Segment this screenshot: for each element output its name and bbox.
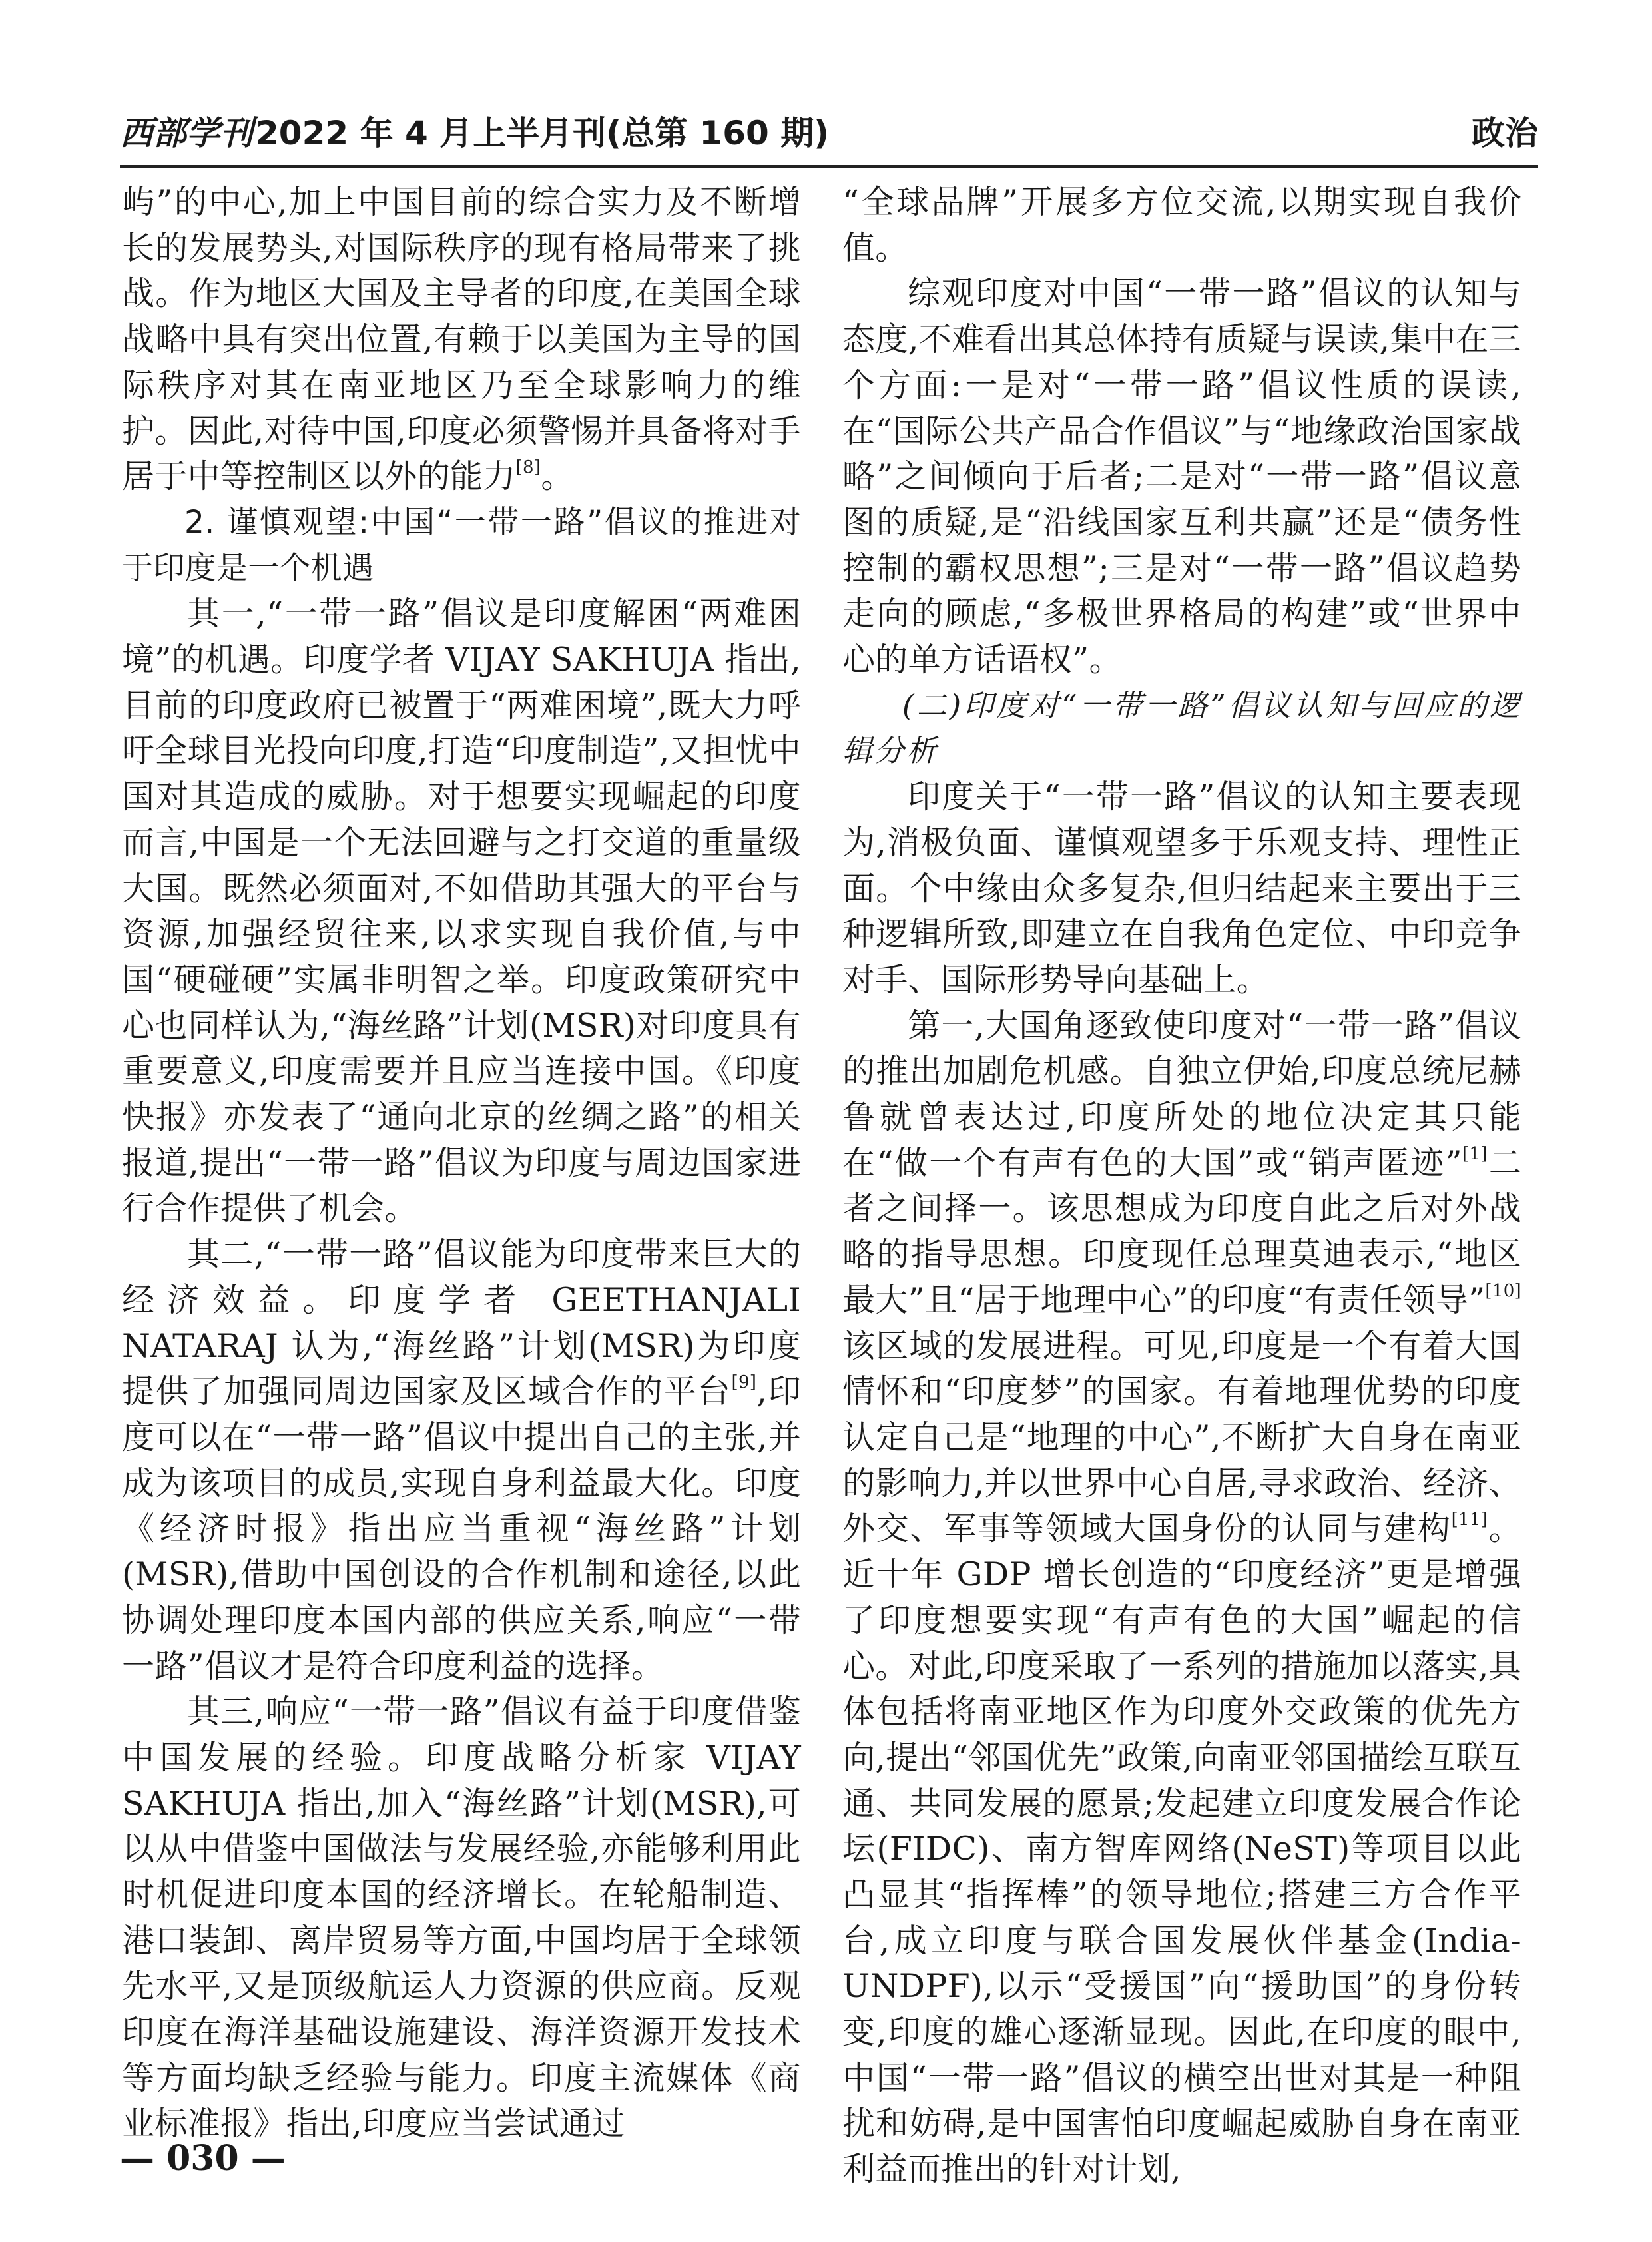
- paragraph: 其一,“一带一路”倡议是印度解困“两难困境”的机遇。印度学者 VIJAY SAKHUJA 指出,目前的印度政府已被置于“两难困境”,既大力呼吁全球目光投向印度,打造“印度制造”,又担忧中国对其造成的威胁。对于想要实现崛起的印度而言,中国是一个无法回避与之打交道的重量级大国。既然必须面对,不如借助其强大的平台与资源,加强经贸往来,以求实现自我价值,与中国“硬碰硬”实属非明智之举。印度政策研究中心也同样认为,“海丝路”计划(MSR)对印度具有重要意义,印度需要并且应当连接中国。《印度快报》亦发表了“通向北京的丝绸之路”的相关报道,提出“一带一路”倡议为印度与周边国家进行合作提供了机会。: [122, 595, 801, 1228]
- paragraph-text: 屿”的中心,加上中国目前的综合实力及不断增长的发展势头,对国际秩序的现有格局带来了挑战。作为地区大国及主导者的印度,在美国全球战略中具有突出位置,有赖于以美国为主导的国际秩序对其在南亚地区乃至全球影响力的维护。因此,对待中国,印度必须警惕并具备将对手居于中等控制区以外的能力: [122, 183, 801, 496]
- paragraph: [842, 1003, 1521, 2193]
- section-heading: (二)印度对“一带一路”倡议认知与回应的逻辑分析: [842, 687, 1521, 769]
- paragraph: 印度关于“一带一路”倡议的认知主要表现为,消极负面、谨慎观望多于乐观支持、理性正面。个中缘由众多复杂,但归结起来主要出于三种逻辑所致,即建立在自我角色定位、中印竞争对手、国际形势导向基础上。: [842, 778, 1521, 999]
- paragraph: “全球品牌”开展多方位交流,以期实现自我价值。: [842, 183, 1521, 267]
- header-journal-issue: [120, 113, 829, 153]
- paragraph-text: 其二,“一带一路”倡议能为印度带来巨大的经济效益。印度学者 GEETHANJALI NATARAJ 认为,“海丝路”计划(MSR)为印度提供了加强同周边国家及区域合作的平台: [122, 1235, 801, 1411]
- left-column: [122, 180, 801, 2147]
- journal-logo-text: 西部学刊: [120, 113, 253, 152]
- paragraph-text: 第一,大国角逐致使印度对“一带一路”倡议的推出加剧危机感。自独立伊始,印度总统尼赫鲁就曾表达过,印度所处的地位决定其只能在“做一个有声有色的大国”或“销声匿迹”: [842, 1006, 1521, 1182]
- paragraph-text: 。近十年 GDP 增长创造的“印度经济”更是增强了印度想要实现“有声有色的大国”崛起的信心。对此,印度采取了一系列的措施加以落实,具体包括将南亚地区作为印度外交政策的优先方向,提出“邻国优先”政策,向南亚邻国描绘互联互通、共同发展的愿景;发起建立印度发展合作论坛(FIDC)、南方智库网络(NeST)等项目以此凸显其“指挥棒”的领导地位;搭建三方合作平台,成立印度与联合国发展伙伴基金(India-UNDPF),以示“受援国”向“援助国”的身份转变,印度的雄心逐渐显现。因此,在印度的眼中,中国“一带一路”倡议的横空出世对其是一种阻扰和妨碍,是中国害怕印度崛起威胁自身在南亚利益而推出的针对计划,: [842, 1510, 1521, 2189]
- section-label: 政治: [1472, 114, 1538, 152]
- citation: [11]: [1451, 1510, 1488, 1530]
- paragraph: 综观印度对中国“一带一路”倡议的认知与态度,不难看出其总体持有质疑与误读,集中在三个方面:一是对“一带一路”倡议性质的误读,在“国际公共产品合作倡议”与“地缘政治国家战略”之间倾向于后者;二是对“一带一路”倡议意图的质疑,是“沿线国家互利共赢”还是“债务性控制的霸权思想”;三是对“一带一路”倡议趋势走向的顾虑,“多极世界格局的构建”或“世界中心的单方话语权”。: [842, 274, 1521, 679]
- paragraph-text: ,印度可以在“一带一路”倡议中提出自己的主张,并成为该项目的成员,实现自身利益最大化。印度《经济时报》指出应当重视“海丝路”计划(MSR),借助中国创设的合作机制和途径,以此协调处理印度本国内部的供应关系,响应“一带一路”倡议才是符合印度利益的选择。: [122, 1372, 801, 1685]
- paragraph-text: 二者之间择一。该思想成为印度自此之后对外战略的指导思想。印度现任总理莫迪表示,“地区最大”且“居于地理中心”的印度“有责任领导”: [842, 1143, 1522, 1319]
- header-rule: [120, 165, 1538, 168]
- citation: [9]: [731, 1372, 757, 1393]
- paragraph-text: 该区域的发展进程。可见,印度是一个有着大国情怀和“印度梦”的国家。有着地理优势的印度认定自己是“地理的中心”,不断扩大自身在南亚的影响力,并以世界中心自居,寻求政治、经济、外交、军事等领域大国身份的认同与建构: [842, 1326, 1521, 1548]
- subsection-heading: 2. 谨慎观望:中国“一带一路”倡议的推进对于印度是一个机遇: [122, 503, 801, 587]
- paragraph: [122, 1232, 801, 1689]
- right-column: [842, 180, 1521, 2193]
- citation: [10]: [1485, 1280, 1521, 1301]
- issue-info: 2022 年 4 月上半月刊(总第 160 期): [256, 114, 830, 152]
- running-header: [120, 100, 1538, 166]
- paragraph: [122, 180, 801, 500]
- citation: [8]: [515, 457, 541, 478]
- paragraph-text: 。: [541, 457, 574, 496]
- paragraph: 其三,响应“一带一路”倡议有益于印度借鉴中国发展的经验。印度战略分析家 VIJAY SAKHUJA 指出,加入“海丝路”计划(MSR),可以从中借鉴中国做法与发展经验,亦能够利用此时机促进印度本国的经济增长。在轮船制造、港口装卸、离岸贸易等方面,中国均居于全球领先水平,又是顶级航运人力资源的供应商。反观印度在海洋基础设施建设、海洋资源开发技术等方面均缺乏经验与能力。印度主流媒体《商业标准报》指出,印度应当尝试通过: [122, 1693, 801, 2143]
- citation: [1]: [1462, 1143, 1488, 1164]
- page-number: — 030 —: [120, 2138, 286, 2179]
